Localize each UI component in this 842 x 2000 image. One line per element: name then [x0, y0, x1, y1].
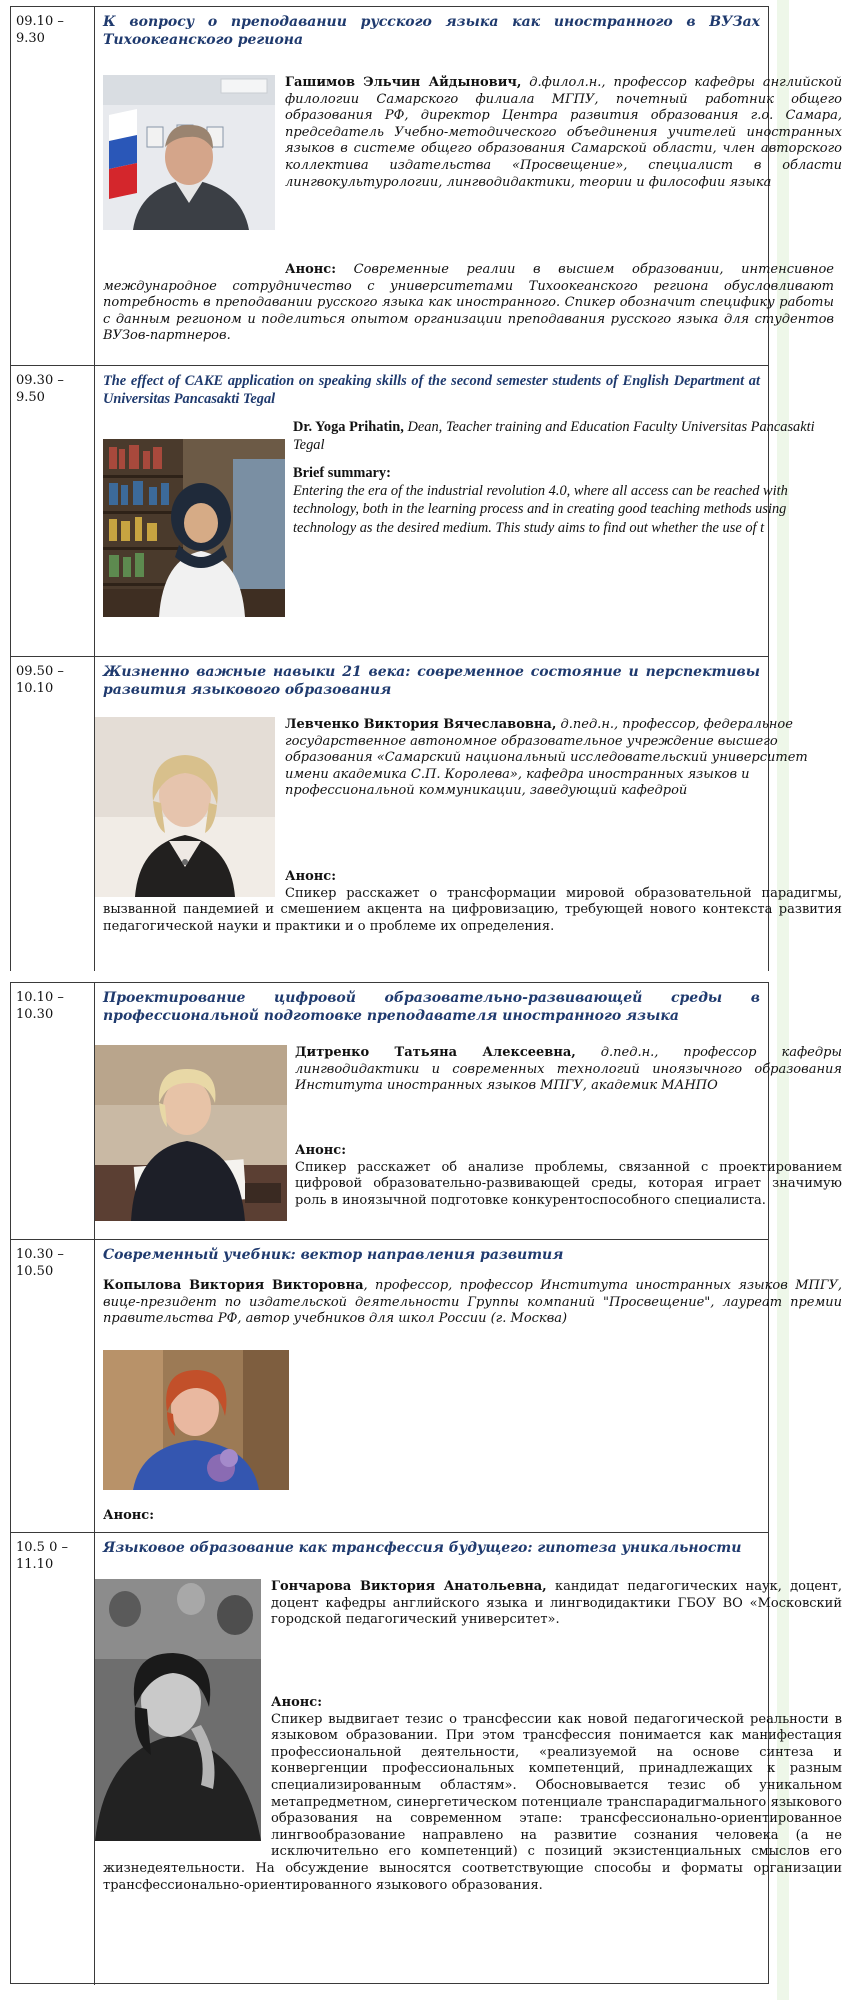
schedule-table-1 [10, 6, 842, 971]
session-row [11, 7, 842, 366]
session-title: Жизненно важные навыки 21 века: современное состояние и перспективы развития языкового образования [103, 664, 760, 698]
annotation-label: Brief summary: [293, 465, 391, 481]
speaker-bio [271, 1579, 842, 1629]
session-row [11, 657, 842, 971]
speaker-description: д.филол.н., профессор кафедры английской филологии Самарского филиала МГПУ, почетный работник общего образования РФ, директор Центра развития образования г.о. Самара, председатель Учебно-методического объединения учителей иностранных языков в системе общего образования Самарской области, член авторского коллектива издательства «Просвещение», специалист в области лингвокультурологии, лингводидактики, теории и философии языка [285, 75, 842, 190]
session-content [95, 1533, 842, 1985]
session-content [95, 7, 842, 365]
speaker-photo [103, 75, 275, 230]
speaker-bio [285, 75, 842, 191]
annotation-label: Анонс: [295, 1143, 347, 1158]
speaker-name: Dr. Yoga Prihatin, [293, 419, 404, 435]
speaker-name: Гашимов Эльчин Айдынович, [285, 75, 522, 90]
session-content [95, 1240, 842, 1532]
session-row [11, 983, 842, 1240]
annotation-label: Анонс: [285, 869, 337, 884]
session-time: 09.50 – 10.10 [11, 657, 95, 971]
session-content [95, 983, 842, 1239]
session-row [11, 1533, 842, 1985]
session-time: 10.10 – 10.30 [11, 983, 95, 1239]
annotation-block [103, 1508, 842, 1525]
speaker-name: Дитренко Татьяна Алексеевна, [295, 1045, 576, 1060]
annotation-block [103, 1695, 842, 1894]
session-title: К вопросу о преподавании русского языка как иностранного в ВУЗах Тихоокеанского региона [103, 14, 760, 48]
speaker-photo [103, 439, 285, 617]
speaker-description: , профессор, профессор Института иностранных языков МПГУ, вице-президент по издательской деятельности Группы компаний "Просвещение", лауреат премии правительства РФ, автор учебников для школ России (г. Москва) [103, 1278, 842, 1327]
session-content [95, 657, 842, 971]
session-row [11, 1240, 842, 1533]
session-time: 10.30 – 10.50 [11, 1240, 95, 1532]
annotation-text: Entering the era of the industrial revolution 4.0, where all access can be reached with technology, both in the learning process and in creating good teaching methods using technology as the desired medium. This study aims to find out whether the use of t [293, 483, 788, 536]
annotation-block [295, 1143, 842, 1209]
speaker-bio [295, 1045, 842, 1095]
session-time: 09.10 – 9.30 [11, 7, 95, 365]
annotation-label: Анонс: [271, 1695, 323, 1710]
annotation-text: Спикер расскажет об анализе проблемы, связанной с проектированием цифровой образовательно-развивающей среды, которая играет значимую роль в иноязычной подготовке конкурентоспособного специалиста. [295, 1159, 842, 1208]
speaker-description: кандидат педагогических наук, доцент, доцент кафедры английского языка и лингводидактики ГБОУ ВО «Московский городской педагогический университет». [271, 1579, 842, 1628]
session-title: Современный учебник: вектор направления развития [103, 1247, 564, 1263]
speaker-photo [95, 1045, 287, 1221]
session-row [11, 366, 815, 657]
annotation-text: Современные реалии в высшем образовании, интенсивное международное сотрудничество с университетами Тихоокеанского региона обусловливают потребность в преподавании русского языка как иностранного. Спикер обозначит специфику работы с данным регионом и поделиться опытом организации преподавания русского языка для студентов ВУЗов-партнеров. [103, 262, 834, 344]
session-title: Языковое образование как трансфессия будущего: гипотеза уникальности [103, 1540, 742, 1556]
annotation-block [103, 262, 834, 345]
speaker-description: Dean, Teacher training and Education Faculty Universitas Pancasakti Tegal [293, 419, 815, 454]
session-time: 09.30 – 9.50 [11, 366, 95, 656]
speaker-name: Левченко Виктория Вячеславовна, [285, 717, 557, 732]
annotation-label: Анонс: [285, 262, 337, 277]
speaker-description: д.пед.н., профессор кафедры лингводидактики и современных технологий иноязычного образования Института иностранных языков МПГУ, академик МАНПО [295, 1045, 842, 1094]
speaker-photo [103, 1350, 289, 1490]
session-content [95, 366, 815, 656]
speaker-name: Гончарова Виктория Анатольевна, [271, 1579, 547, 1594]
speaker-bio [285, 717, 842, 800]
session-time: 10.5 0 – 11.10 [11, 1533, 95, 1985]
speaker-bio [103, 1278, 842, 1328]
session-title: Проектирование цифровой образовательно-развивающей среды в профессиональной подготовке преподавателя иностранного языка [103, 990, 760, 1024]
speaker-bio [293, 418, 842, 454]
speaker-name: Копылова Виктория Викторовна [103, 1278, 364, 1293]
annotation-text: Спикер выдвигает тезис о трансфессии как новой педагогической реальности в языковом образовании. При этом трансфессия понимается как манифестация профессиональной деятельности, «реализуемой на основе синтеза и конвергенции профессиональных компетенций, принадлежащих к разным специализированным областям». Обосновывается тезис об уникальном метапредметном, синергетическом потенциале транспарадигмального языкового образования на современном этапе: трансфессионально-ориентированное лингвообразование направлено на развитие сознания человека (а не исключительно его компетенций) с позиций экзистенциальных смыслов его жизнедеятельности. На обсуждение выносятся соответствующие способы и форматы организации трансфессионально-ориентированного языкового образования. [103, 1711, 842, 1893]
session-title: The effect of CAKE application on speaking skills of the second semester students of English Department at Universitas Pancasakti Tegal [103, 373, 760, 407]
annotation-text: Спикер расскажет о трансформации мировой образовательной парадигмы, вызванной пандемией и смешением акцента на цифровизацию, требующей нового контекста развития педагогической науки и практики и о проблеме их определения. [103, 885, 842, 934]
schedule-table-2 [10, 982, 842, 1984]
annotation-label: Анонс: [103, 1508, 155, 1523]
annotation-block [293, 464, 842, 537]
speaker-description: д.пед.н., профессор, федеральное государственное автономное образовательное учреждение высшего образования «Самарский национальный исследовательский университет имени академика С.П. Королева», кафедра иностранных языков и профессиональной коммуникации, заведующий кафедрой [285, 717, 808, 799]
annotation-block [103, 869, 842, 935]
